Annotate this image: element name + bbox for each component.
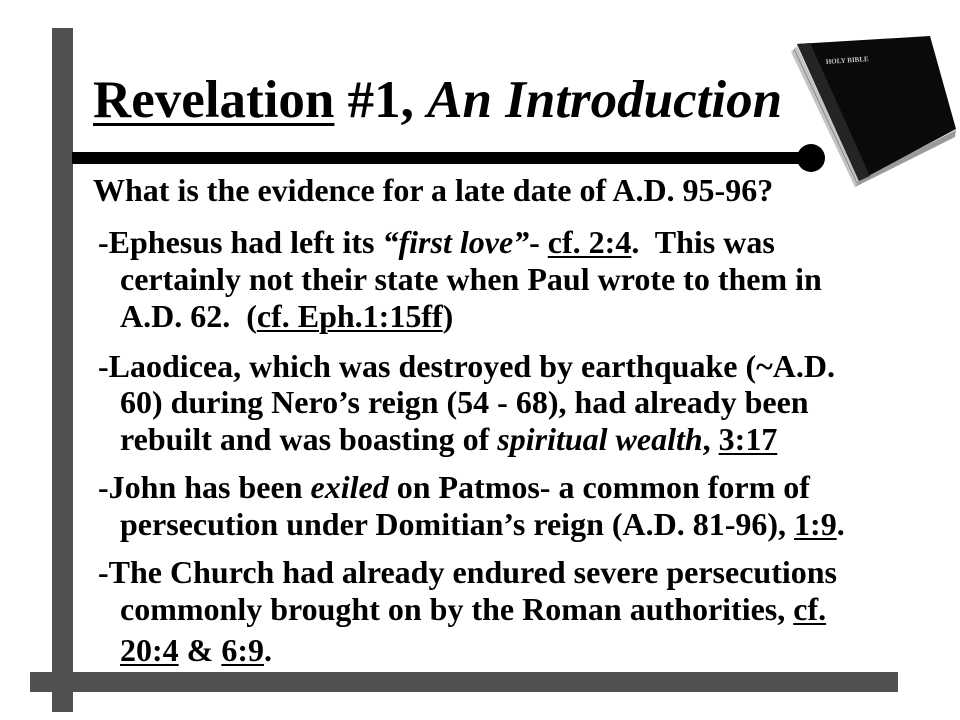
slide-title: [93, 71, 783, 129]
frame-vertical-bar: [52, 28, 73, 712]
point-text: ,: [702, 421, 719, 457]
point-line: [98, 350, 835, 382]
point-line: [120, 423, 777, 455]
title-number: #1,: [334, 71, 428, 129]
point-line: [98, 556, 837, 588]
point-text: on Patmos- a common form of: [388, 469, 810, 505]
point-text: rebuilt and was boasting of: [120, 421, 498, 457]
point-line: [120, 300, 453, 332]
point-text: commonly brought on by the Roman authorities,: [120, 591, 794, 627]
point-line: [98, 471, 810, 503]
point-text: ): [442, 298, 454, 334]
scripture-reference: 3:17: [718, 421, 778, 457]
point-text: -Laodicea, which was destroyed by earthquake (~A.D.: [98, 348, 835, 384]
point-text: -The Church had already endured severe persecutions: [98, 554, 837, 590]
point-text: A.D. 62. (: [120, 298, 257, 334]
point-line: [120, 263, 822, 295]
point-text: 60) during Nero’s reign (54 - 68), had already been: [120, 384, 809, 420]
point-text: persecution under Domitian’s reign (A.D. 81-96),: [120, 506, 795, 542]
point-text: -: [529, 224, 548, 260]
scripture-reference: 20:4: [120, 632, 179, 668]
point-line: [120, 386, 809, 418]
point-text: certainly not their state when Paul wrote to them in: [120, 261, 822, 297]
point-text: -John has been: [98, 469, 311, 505]
scripture-reference: cf.: [793, 591, 827, 627]
point-text: -Ephesus had left its: [98, 224, 383, 260]
bible-label: HOLY BIBLE: [825, 55, 869, 66]
scripture-reference: cf. 2:4: [547, 224, 632, 260]
emphasis-text: spiritual wealth: [497, 421, 703, 457]
scripture-reference: 1:9: [794, 506, 837, 542]
point-text: &: [178, 632, 222, 668]
frame-horizontal-bar: [30, 672, 898, 692]
point-line: [120, 593, 826, 625]
point-text: .: [836, 506, 845, 542]
point-line: [120, 508, 845, 540]
point-line: [98, 226, 775, 258]
question: What is the evidence for a late date of A.D. 95-96?: [93, 172, 774, 208]
emphasis-text: “first love”: [382, 224, 530, 260]
scripture-reference: 6:9: [221, 632, 264, 668]
point-text: .: [263, 632, 272, 668]
point-text: . This was: [631, 224, 775, 260]
emphasis-text: exiled: [310, 469, 389, 505]
scripture-reference: cf. Eph.1:15ff: [256, 298, 443, 334]
bible-icon: [786, 30, 958, 190]
point-line: [120, 634, 272, 666]
title-book: Revelation: [93, 71, 335, 129]
title-subtitle: An Introduction: [427, 71, 783, 129]
title-rule: [72, 152, 812, 164]
